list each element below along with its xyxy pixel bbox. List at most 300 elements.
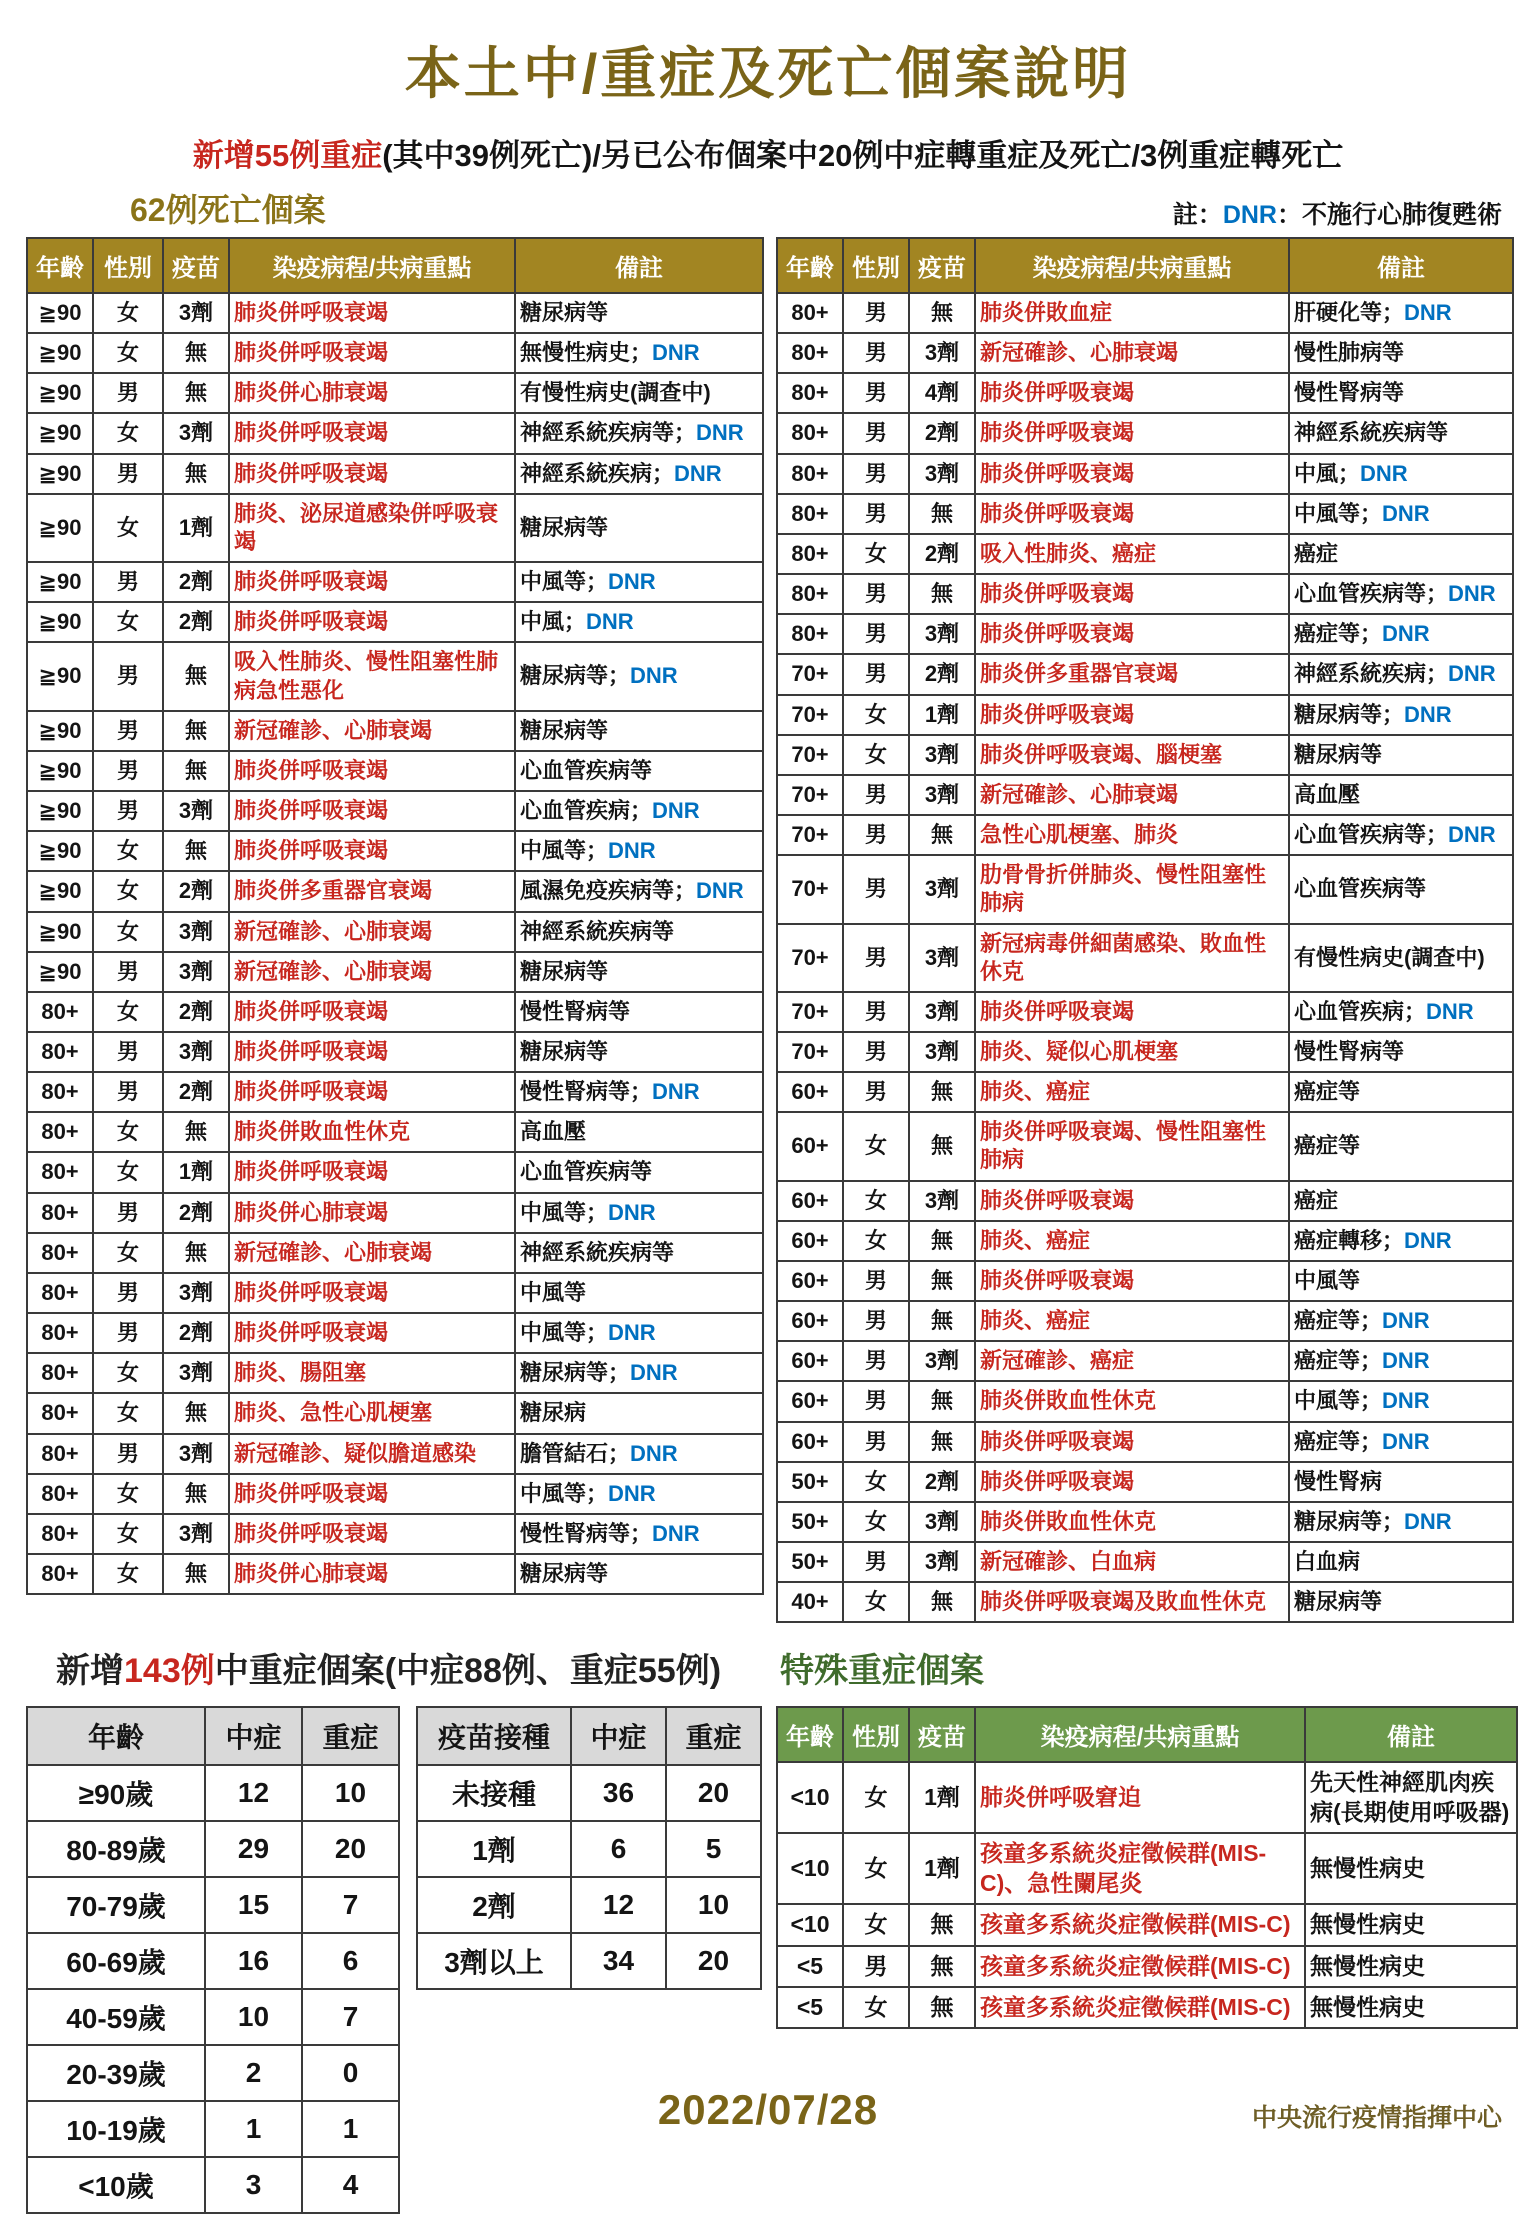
case-row bbox=[27, 494, 763, 562]
sex-cell: 女 bbox=[93, 871, 163, 911]
age-cell: ≧90 bbox=[27, 831, 93, 871]
sex-cell: 女 bbox=[93, 494, 163, 562]
case-row bbox=[777, 992, 1513, 1032]
column-header: 染疫病程/共病重點 bbox=[975, 1707, 1305, 1762]
dnr-flag: DNR bbox=[1382, 1348, 1430, 1374]
sex-cell: 男 bbox=[843, 1261, 909, 1301]
age-cell: 50+ bbox=[777, 1542, 843, 1582]
sex-cell: 女 bbox=[843, 1904, 909, 1945]
count-cell: 5 bbox=[666, 1821, 761, 1877]
vaccine-cell: 3劑 bbox=[909, 735, 975, 775]
note-text: 白血病 bbox=[1294, 1549, 1361, 1574]
note-cell bbox=[1289, 992, 1513, 1032]
vaccine-cell: 無 bbox=[163, 1233, 229, 1273]
course-cell: 肺炎併呼吸衰竭 bbox=[975, 614, 1289, 654]
sex-cell: 男 bbox=[843, 1542, 909, 1582]
dnr-flag: DNR bbox=[696, 878, 744, 904]
course-cell: 肺炎、癌症 bbox=[975, 1072, 1289, 1112]
note-text: 心血管疾病等 bbox=[520, 1159, 653, 1185]
sex-cell: 女 bbox=[93, 912, 163, 952]
course-cell: 肺炎併敗血症 bbox=[975, 293, 1289, 333]
column-header: 年齡 bbox=[27, 1707, 205, 1765]
vaccine-cell: 1劑 bbox=[163, 494, 229, 562]
case-row bbox=[777, 735, 1513, 775]
note-cell bbox=[1289, 1462, 1513, 1502]
count-cell: 20 bbox=[666, 1933, 761, 1989]
column-header: 疫苗 bbox=[909, 238, 975, 293]
note-text: 肝硬化等； bbox=[1294, 300, 1405, 325]
note-text: 中風等 bbox=[520, 1279, 587, 1305]
note-cell bbox=[1289, 1032, 1513, 1072]
vaccine-cell: 2劑 bbox=[909, 413, 975, 453]
note-cell bbox=[1289, 654, 1513, 694]
sex-cell: 男 bbox=[843, 924, 909, 992]
case-row bbox=[777, 1462, 1513, 1502]
age-cell: 80+ bbox=[27, 1193, 93, 1233]
course-cell: 肺炎併呼吸衰竭 bbox=[975, 494, 1289, 534]
case-row bbox=[27, 952, 763, 992]
age-cell: 80+ bbox=[777, 494, 843, 534]
course-cell: 新冠確診、心肺衰竭 bbox=[975, 775, 1289, 815]
age-cell: 80+ bbox=[27, 1393, 93, 1433]
dnr-flag: DNR bbox=[630, 663, 678, 689]
column-header: 重症 bbox=[666, 1707, 761, 1765]
sex-cell: 男 bbox=[843, 815, 909, 855]
course-cell: 肺炎併呼吸衰竭 bbox=[229, 293, 515, 333]
note-text: 神經系統疾病等 bbox=[520, 918, 675, 944]
vaccine-cell: 1劑 bbox=[909, 695, 975, 735]
sex-cell: 男 bbox=[843, 1946, 909, 1987]
course-cell: 新冠確診、癌症 bbox=[975, 1341, 1289, 1381]
mid-title-highlight: 143例 bbox=[124, 1652, 215, 1691]
note-text: 中風等； bbox=[520, 838, 609, 864]
age-cell: 80+ bbox=[27, 992, 93, 1032]
sex-cell: 女 bbox=[93, 413, 163, 453]
vaccine-cell: 3劑 bbox=[163, 413, 229, 453]
note-text: 無慢性病史 bbox=[1310, 1952, 1425, 1979]
note-text: 糖尿病等 bbox=[520, 514, 609, 540]
note-cell bbox=[515, 1313, 763, 1353]
vaccine-cell: 無 bbox=[909, 1221, 975, 1261]
vaccine-cell: 無 bbox=[163, 1393, 229, 1433]
vaccine-cell: 無 bbox=[909, 1904, 975, 1945]
age-cell: ≧90 bbox=[27, 333, 93, 373]
sex-cell: 女 bbox=[843, 735, 909, 775]
note-text: 神經系統疾病； bbox=[520, 460, 675, 486]
vaccine-cell: 無 bbox=[909, 574, 975, 614]
vaccine-cell: 無 bbox=[909, 1381, 975, 1421]
count-cell: 10 bbox=[302, 1765, 399, 1821]
report-date: 2022/07/28 bbox=[657, 2086, 879, 2133]
vaccine-cell: 2劑 bbox=[163, 602, 229, 642]
sex-cell: 男 bbox=[843, 413, 909, 453]
count-cell: 2 bbox=[205, 2045, 302, 2101]
note-text: 中風等； bbox=[520, 1199, 609, 1225]
age-cell: ≧90 bbox=[27, 602, 93, 642]
dnr-flag: DNR bbox=[1382, 1308, 1430, 1334]
note-text: 糖尿病等 bbox=[520, 1561, 609, 1586]
sex-cell: 女 bbox=[93, 1152, 163, 1192]
age-cell: 50+ bbox=[777, 1462, 843, 1502]
count-cell: 3 bbox=[205, 2157, 302, 2213]
sex-cell: 男 bbox=[93, 562, 163, 602]
case-row bbox=[27, 333, 763, 373]
category-cell: 20-39歲 bbox=[27, 2045, 205, 2101]
case-row bbox=[777, 1542, 1513, 1582]
death-tables bbox=[26, 237, 1510, 1623]
sex-cell: 女 bbox=[93, 293, 163, 333]
case-row bbox=[27, 1112, 763, 1152]
dnr-flag: DNR bbox=[1426, 998, 1474, 1024]
sex-cell: 男 bbox=[93, 791, 163, 831]
case-row bbox=[777, 1381, 1513, 1421]
stat-row bbox=[417, 1821, 761, 1877]
count-cell: 15 bbox=[205, 1877, 302, 1933]
course-cell: 肺炎併呼吸衰竭、腦梗塞 bbox=[975, 735, 1289, 775]
dnr-flag: DNR bbox=[608, 838, 656, 864]
course-cell: 肺炎併呼吸衰竭 bbox=[229, 1313, 515, 1353]
sex-cell: 男 bbox=[843, 1422, 909, 1462]
case-row bbox=[777, 775, 1513, 815]
vaccine-cell: 無 bbox=[909, 1946, 975, 1987]
sex-cell: 女 bbox=[843, 1221, 909, 1261]
column-header: 性別 bbox=[93, 238, 163, 293]
vaccine-cell: 2劑 bbox=[163, 1193, 229, 1233]
age-cell: 60+ bbox=[777, 1072, 843, 1112]
note-cell bbox=[515, 1193, 763, 1233]
age-cell: ≧90 bbox=[27, 952, 93, 992]
sex-cell: 女 bbox=[843, 1582, 909, 1622]
subtitle-highlight: 新增55例重症 bbox=[192, 138, 383, 173]
special-case-table bbox=[776, 1706, 1518, 2029]
dnr-flag: DNR bbox=[1382, 500, 1430, 526]
note-cell bbox=[1289, 695, 1513, 735]
death-count-label: 62例死亡個案 bbox=[130, 192, 326, 228]
vaccine-cell: 3劑 bbox=[163, 1514, 229, 1554]
header-row bbox=[27, 1707, 399, 1765]
sex-cell: 女 bbox=[843, 1987, 909, 2028]
note-text: 糖尿病等 bbox=[1294, 1589, 1383, 1615]
course-cell: 肺炎併呼吸衰竭 bbox=[975, 1422, 1289, 1462]
course-cell: 肺炎併呼吸衰竭 bbox=[229, 333, 515, 373]
note-text: 癌症等 bbox=[1294, 1079, 1361, 1105]
category-cell: 60-69歲 bbox=[27, 1933, 205, 1989]
note-cell bbox=[515, 293, 763, 333]
note-cell bbox=[515, 454, 763, 494]
dnr-flag: DNR bbox=[696, 420, 744, 446]
vaccine-cell: 無 bbox=[163, 454, 229, 494]
age-cell: 80+ bbox=[27, 1152, 93, 1192]
sex-cell: 男 bbox=[93, 1313, 163, 1353]
vaccine-cell: 3劑 bbox=[163, 1032, 229, 1072]
note-text: 心血管疾病等 bbox=[1294, 876, 1427, 902]
note-cell bbox=[1289, 1072, 1513, 1112]
note-text: 中風等； bbox=[520, 1480, 609, 1506]
vaccine-cell: 2劑 bbox=[163, 992, 229, 1032]
sex-cell: 男 bbox=[93, 642, 163, 710]
case-row bbox=[777, 293, 1513, 333]
stat-row bbox=[27, 1821, 399, 1877]
course-cell: 肺炎、泌尿道感染併呼吸衰竭 bbox=[229, 494, 515, 562]
case-row bbox=[777, 1261, 1513, 1301]
note-text: 慢性腎病等； bbox=[520, 1079, 653, 1105]
count-cell: 4 bbox=[302, 2157, 399, 2213]
sex-cell: 男 bbox=[93, 454, 163, 494]
note-text: 膽管結石； bbox=[520, 1440, 631, 1466]
age-cell: ≧90 bbox=[27, 791, 93, 831]
stat-row bbox=[27, 1765, 399, 1821]
vaccine-cell: 3劑 bbox=[909, 775, 975, 815]
case-row bbox=[27, 1434, 763, 1474]
note-text: 中風等； bbox=[1294, 1388, 1383, 1414]
note-cell bbox=[515, 1072, 763, 1112]
vaccine-cell: 3劑 bbox=[163, 293, 229, 333]
case-row bbox=[777, 1181, 1513, 1221]
course-cell: 新冠確診、心肺衰竭 bbox=[229, 912, 515, 952]
course-cell: 肺炎、癌症 bbox=[975, 1221, 1289, 1261]
vaccine-cell: 3劑 bbox=[163, 912, 229, 952]
note-text: 中風等； bbox=[1294, 500, 1383, 526]
sex-cell: 男 bbox=[843, 775, 909, 815]
sex-cell: 女 bbox=[843, 1462, 909, 1502]
note-cell bbox=[515, 1434, 763, 1474]
dnr-flag: DNR bbox=[1448, 822, 1496, 848]
count-cell: 10 bbox=[666, 1877, 761, 1933]
sex-cell: 女 bbox=[843, 1112, 909, 1180]
mid-severe-title bbox=[56, 1643, 762, 1692]
age-cell: <5 bbox=[777, 1987, 843, 2028]
age-cell: 70+ bbox=[777, 992, 843, 1032]
note-text: 神經系統疾病等 bbox=[520, 1239, 675, 1265]
stat-row bbox=[27, 1933, 399, 1989]
death-section-header bbox=[34, 185, 1502, 231]
vaccine-cell: 3劑 bbox=[163, 952, 229, 992]
vaccine-cell: 3劑 bbox=[163, 1273, 229, 1313]
note-cell bbox=[515, 373, 763, 413]
mid-title-pre: 新增 bbox=[56, 1652, 124, 1691]
note-cell bbox=[1289, 1112, 1513, 1180]
note-cell bbox=[515, 1514, 763, 1554]
case-row bbox=[27, 711, 763, 751]
course-cell: 孩童多系統炎症徵候群(MIS-C) bbox=[975, 1946, 1305, 1987]
note-text: 慢性肺病等 bbox=[1294, 340, 1405, 366]
dnr-flag: DNR bbox=[608, 1199, 656, 1225]
note-text: 無慢性病史 bbox=[1310, 1993, 1425, 2020]
dnr-flag: DNR bbox=[1360, 460, 1408, 486]
category-cell: <10歲 bbox=[27, 2157, 205, 2213]
course-cell: 肺炎併呼吸衰竭、慢性阻塞性肺病 bbox=[975, 1112, 1289, 1180]
vaccine-cell: 3劑 bbox=[909, 855, 975, 923]
case-row bbox=[777, 454, 1513, 494]
note-cell bbox=[1289, 454, 1513, 494]
note-text: 糖尿病 bbox=[520, 1400, 587, 1426]
case-row bbox=[27, 992, 763, 1032]
case-row bbox=[27, 1353, 763, 1393]
course-cell: 肺炎併呼吸衰竭 bbox=[975, 413, 1289, 453]
note-cell bbox=[1289, 333, 1513, 373]
column-header: 備註 bbox=[1289, 238, 1513, 293]
column-header: 重症 bbox=[302, 1707, 399, 1765]
age-cell: 80+ bbox=[27, 1474, 93, 1514]
case-row bbox=[27, 751, 763, 791]
category-cell: 40-59歲 bbox=[27, 1989, 205, 2045]
age-cell: 60+ bbox=[777, 1221, 843, 1261]
age-cell: 70+ bbox=[777, 654, 843, 694]
sex-cell: 男 bbox=[843, 1381, 909, 1421]
case-row bbox=[27, 1554, 763, 1594]
course-cell: 肺炎、急性心肌梗塞 bbox=[229, 1393, 515, 1433]
legend-dnr: DNR bbox=[1222, 201, 1277, 229]
note-text: 無慢性病史 bbox=[1310, 1911, 1425, 1938]
vaccine-cell: 3劑 bbox=[909, 614, 975, 654]
dnr-flag: DNR bbox=[608, 569, 656, 595]
note-cell bbox=[1289, 574, 1513, 614]
note-text: 心血管疾病等； bbox=[1294, 581, 1449, 607]
age-cell: 80+ bbox=[27, 1514, 93, 1554]
column-header: 年齡 bbox=[777, 1707, 843, 1762]
age-cell: 60+ bbox=[777, 1422, 843, 1462]
vaccine-cell: 無 bbox=[909, 293, 975, 333]
dnr-flag: DNR bbox=[1404, 300, 1452, 325]
special-severe-title: 特殊重症個案 bbox=[780, 1652, 984, 1691]
vaccine-cell: 2劑 bbox=[909, 654, 975, 694]
count-cell: 36 bbox=[571, 1765, 666, 1821]
subtitle-rest: (其中39例死亡)/另已公布個案中20例中症轉重症及死亡/3例重症轉死亡 bbox=[382, 138, 1344, 173]
age-cell: 60+ bbox=[777, 1261, 843, 1301]
case-row bbox=[27, 831, 763, 871]
case-row bbox=[777, 494, 1513, 534]
age-cell: 70+ bbox=[777, 815, 843, 855]
note-cell bbox=[515, 952, 763, 992]
course-cell: 肺炎併呼吸衰竭 bbox=[229, 1514, 515, 1554]
note-text: 糖尿病等； bbox=[520, 663, 631, 689]
age-cell: 80+ bbox=[27, 1112, 93, 1152]
header-row bbox=[27, 238, 763, 293]
sex-cell: 男 bbox=[843, 293, 909, 333]
count-cell: 34 bbox=[571, 1933, 666, 1989]
column-header: 年齡 bbox=[27, 238, 93, 293]
case-row bbox=[777, 1422, 1513, 1462]
case-row bbox=[777, 1221, 1513, 1261]
sex-cell: 女 bbox=[93, 602, 163, 642]
age-cell: <10 bbox=[777, 1833, 843, 1904]
course-cell: 肺炎併呼吸衰竭 bbox=[229, 602, 515, 642]
vaccine-cell: 3劑 bbox=[909, 1341, 975, 1381]
header-row bbox=[777, 1707, 1517, 1762]
category-cell: ≥90歲 bbox=[27, 1765, 205, 1821]
course-cell: 肺炎併呼吸衰竭 bbox=[229, 831, 515, 871]
note-text: 心血管疾病； bbox=[520, 798, 653, 824]
stat-row bbox=[417, 1877, 761, 1933]
count-cell: 1 bbox=[302, 2101, 399, 2157]
sex-cell: 男 bbox=[843, 454, 909, 494]
sex-cell: 男 bbox=[93, 1193, 163, 1233]
vaccine-cell: 2劑 bbox=[163, 1072, 229, 1112]
case-row bbox=[777, 574, 1513, 614]
course-cell: 新冠確診、疑似膽道感染 bbox=[229, 1434, 515, 1474]
vaccine-cell: 無 bbox=[163, 373, 229, 413]
sex-cell: 男 bbox=[843, 494, 909, 534]
note-text: 神經系統疾病等； bbox=[520, 420, 697, 446]
note-cell bbox=[1289, 614, 1513, 654]
dnr-flag: DNR bbox=[652, 798, 700, 824]
vaccine-cell: 3劑 bbox=[909, 1032, 975, 1072]
category-cell: 80-89歲 bbox=[27, 1821, 205, 1877]
note-text: 高血壓 bbox=[1294, 781, 1361, 807]
course-cell: 肺炎併敗血性休克 bbox=[975, 1502, 1289, 1542]
note-text: 慢性腎病等 bbox=[520, 998, 631, 1024]
dnr-flag: DNR bbox=[586, 609, 634, 635]
note-text: 癌症等； bbox=[1294, 1428, 1383, 1454]
note-text: 癌症等； bbox=[1294, 1348, 1383, 1374]
sex-cell: 男 bbox=[843, 614, 909, 654]
case-row bbox=[27, 1193, 763, 1233]
note-cell bbox=[1289, 735, 1513, 775]
case-row bbox=[777, 1987, 1517, 2028]
age-cell: ≧90 bbox=[27, 413, 93, 453]
dnr-flag: DNR bbox=[1382, 1428, 1430, 1454]
vaccine-cell: 3劑 bbox=[163, 791, 229, 831]
note-cell bbox=[1305, 1833, 1517, 1904]
count-cell: 0 bbox=[302, 2045, 399, 2101]
sex-cell: 女 bbox=[843, 534, 909, 574]
course-cell: 孩童多系統炎症徵候群(MIS-C)、急性闌尾炎 bbox=[975, 1833, 1305, 1904]
dnr-flag: DNR bbox=[608, 1480, 656, 1506]
note-cell bbox=[515, 413, 763, 453]
course-cell: 肺炎、腸阻塞 bbox=[229, 1353, 515, 1393]
course-cell: 肺炎併呼吸衰竭 bbox=[975, 1261, 1289, 1301]
sex-cell: 女 bbox=[93, 1112, 163, 1152]
count-cell: 6 bbox=[302, 1933, 399, 1989]
age-cell: ≧90 bbox=[27, 373, 93, 413]
vaccine-cell: 3劑 bbox=[909, 1542, 975, 1582]
dnr-flag: DNR bbox=[652, 340, 700, 366]
vaccine-cell: 無 bbox=[909, 1072, 975, 1112]
age-cell: ≧90 bbox=[27, 871, 93, 911]
age-cell: 80+ bbox=[27, 1353, 93, 1393]
age-cell: 80+ bbox=[777, 574, 843, 614]
note-text: 慢性腎病等 bbox=[1294, 380, 1405, 406]
note-text: 癌症轉移； bbox=[1294, 1227, 1405, 1253]
note-cell bbox=[515, 711, 763, 751]
note-text: 神經系統疾病等 bbox=[1294, 420, 1449, 446]
note-cell bbox=[1289, 1181, 1513, 1221]
case-row bbox=[27, 1313, 763, 1353]
category-cell: 未接種 bbox=[417, 1765, 571, 1821]
note-cell bbox=[1289, 1221, 1513, 1261]
death-table-left bbox=[26, 237, 764, 1595]
case-row bbox=[27, 602, 763, 642]
course-cell: 肺炎併呼吸窘迫 bbox=[975, 1762, 1305, 1833]
column-header: 疫苗 bbox=[909, 1707, 975, 1762]
note-text: 中風等； bbox=[520, 1320, 609, 1346]
count-cell: 12 bbox=[571, 1877, 666, 1933]
note-cell bbox=[515, 1032, 763, 1072]
age-cell: 80+ bbox=[777, 534, 843, 574]
age-cell: 80+ bbox=[27, 1072, 93, 1112]
vaccine-cell: 無 bbox=[163, 711, 229, 751]
dnr-legend bbox=[1173, 195, 1502, 231]
note-cell bbox=[1289, 924, 1513, 992]
note-cell bbox=[1305, 1987, 1517, 2028]
case-row bbox=[27, 1273, 763, 1313]
stat-row bbox=[417, 1933, 761, 1989]
note-cell bbox=[1289, 494, 1513, 534]
note-cell bbox=[515, 791, 763, 831]
category-cell: 1劑 bbox=[417, 1821, 571, 1877]
dnr-flag: DNR bbox=[1448, 661, 1496, 687]
case-row bbox=[27, 1233, 763, 1273]
